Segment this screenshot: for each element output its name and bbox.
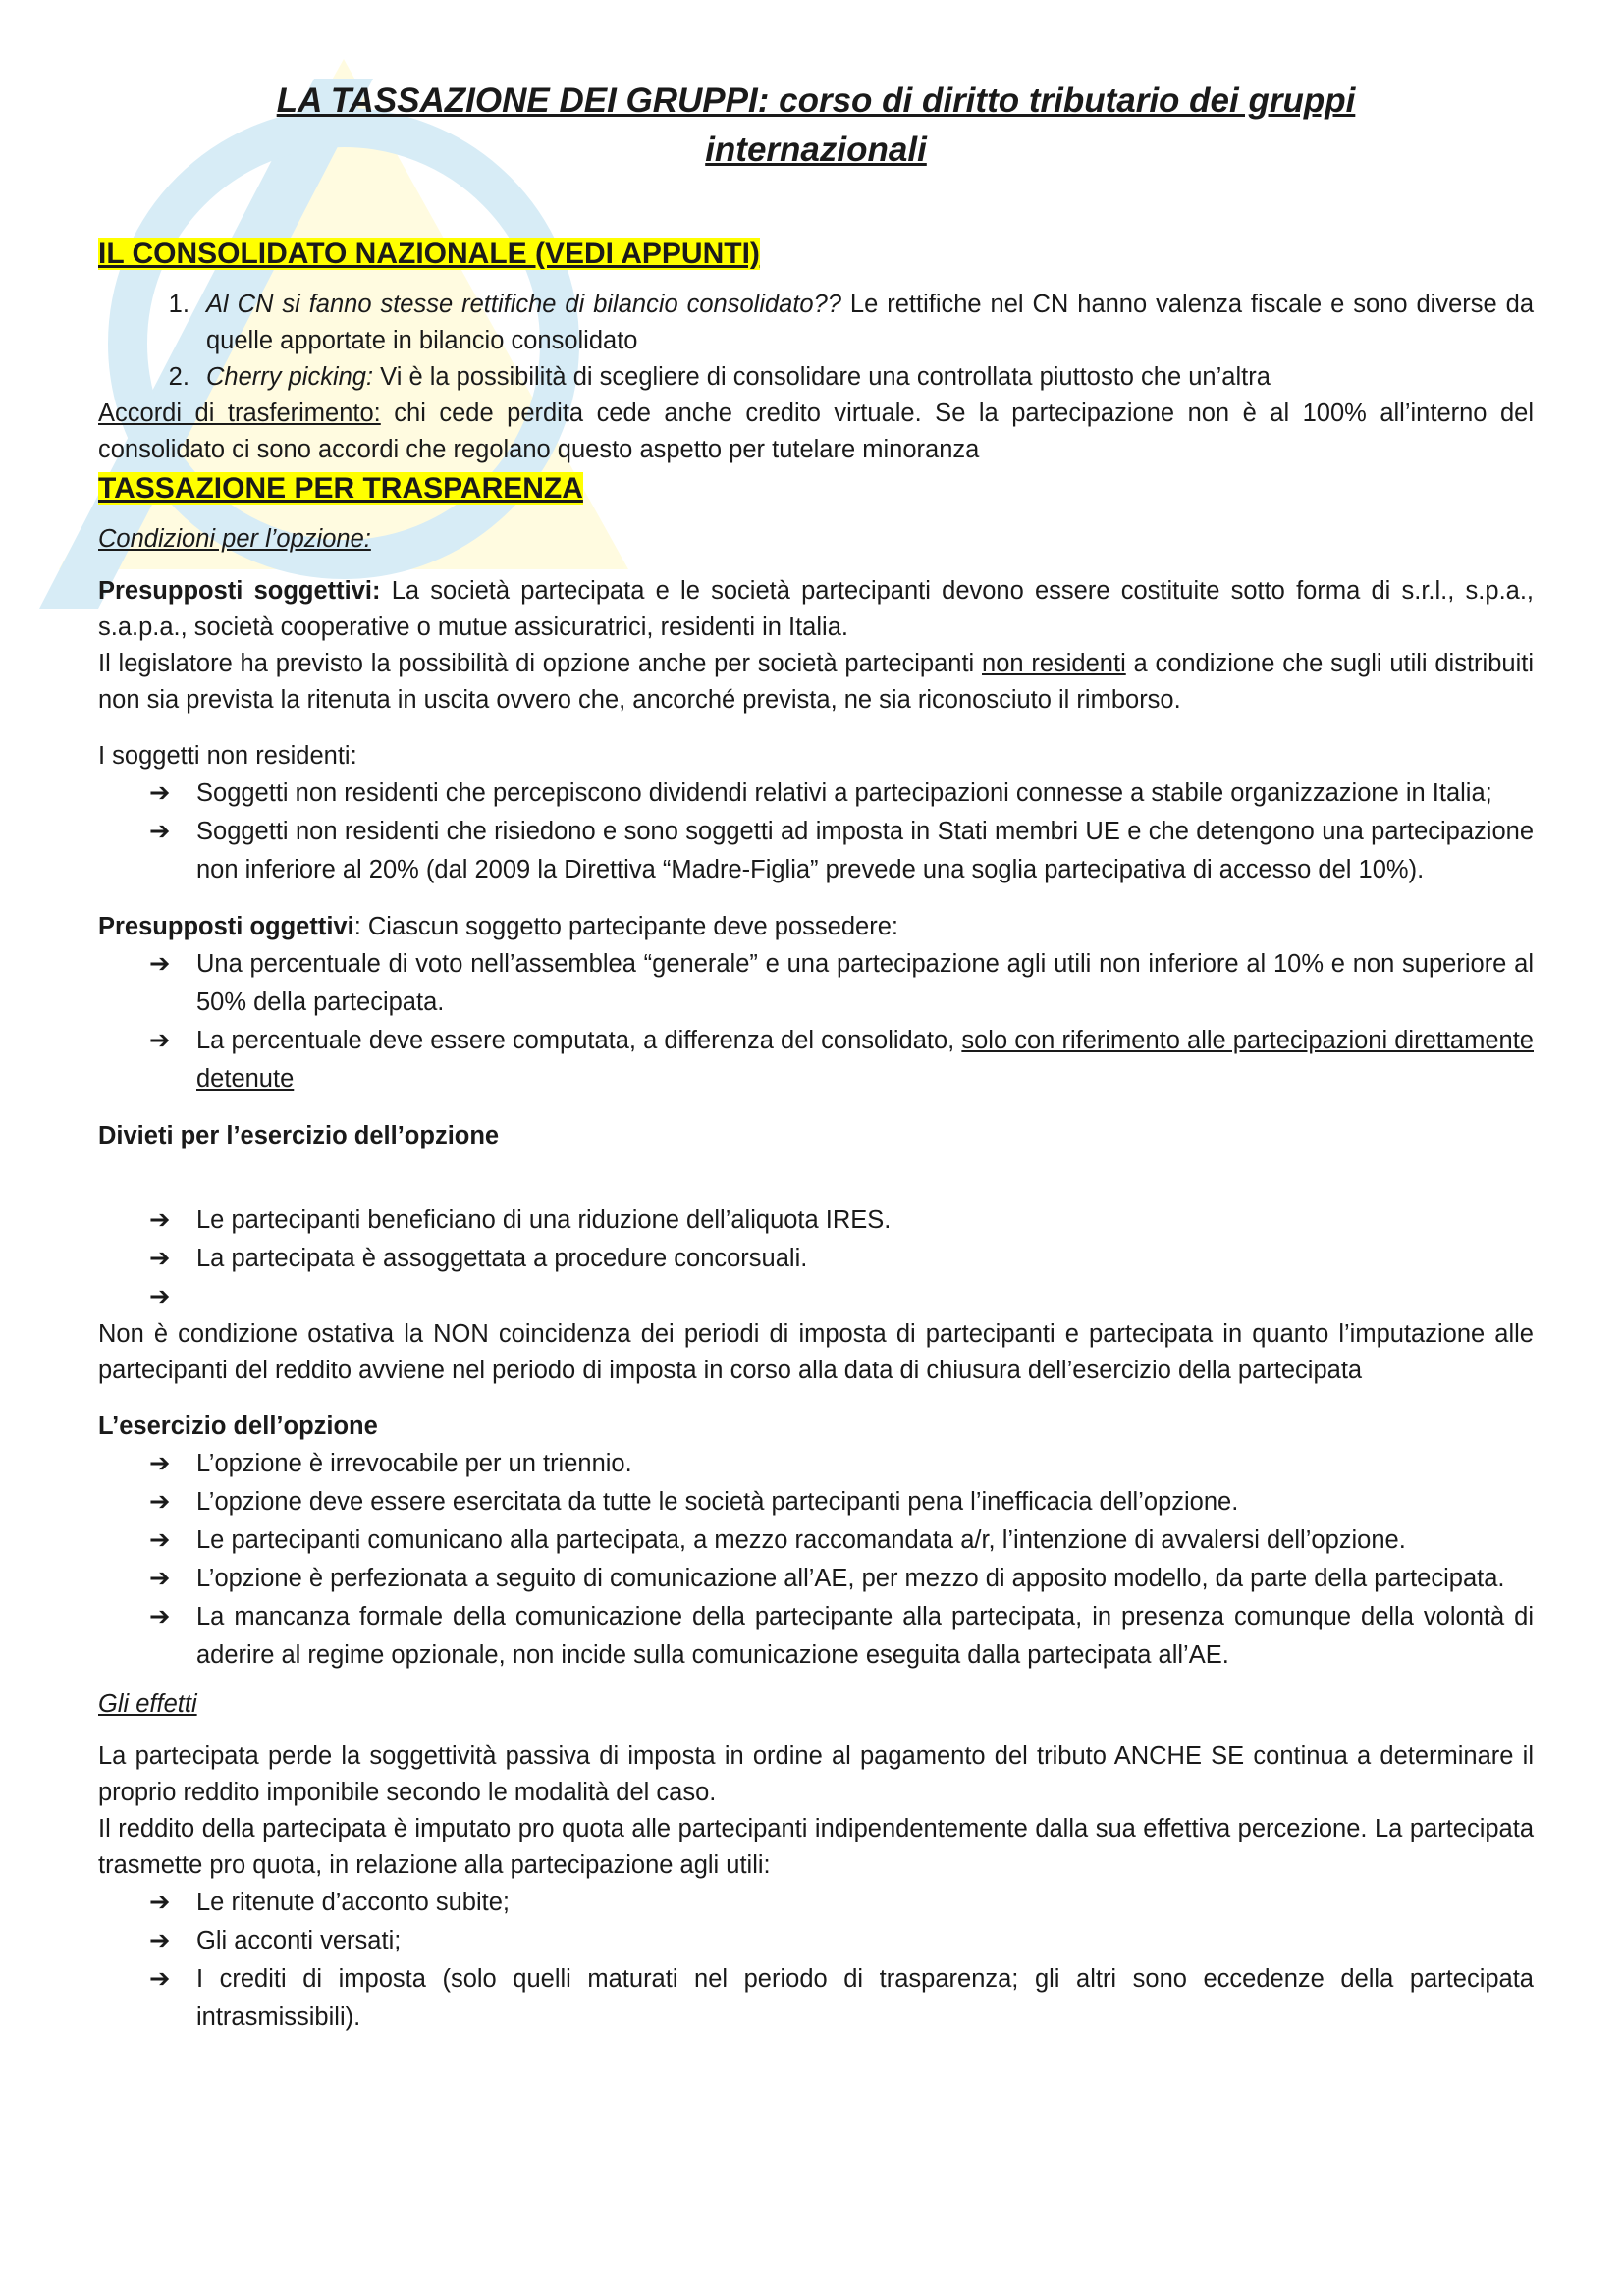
presupposti-soggettivi: Presupposti soggettivi: La società partecipata e le società partecipanti devono essere costituite sotto forma di s.r.l., s.p.a., s.a.p.a., società cooperative o mutue assicuratrici, residenti in Italia. — [98, 577, 1535, 641]
document-page — [98, 77, 1534, 2037]
arrow-icon: ➔ — [149, 1488, 171, 1516]
arrow-icon: ➔ — [149, 1526, 171, 1554]
arrow-icon: ➔ — [149, 1565, 171, 1592]
arrow-icon: ➔ — [149, 1889, 171, 1916]
list-item: ➔ La partecipata è assoggettata a procedure concorsuali. — [98, 1240, 1534, 1278]
list-item: ➔ I crediti di imposta (solo quelli maturati nel periodo di trasparenza; gli altri sono eccedenze della partecipata intrasmissibili). — [98, 1960, 1534, 2037]
list-item: ➔ Una percentuale di voto nell’assemblea “generale” e una partecipazione agli utili non inferiore al 10% e non superiore al 50% della partecipata. — [98, 945, 1534, 1022]
arrow-icon: ➔ — [149, 1965, 171, 1993]
list-item: ➔ L’opzione è irrevocabile per un triennio. — [98, 1445, 1534, 1483]
list-item: ➔ Soggetti non residenti che risiedono e sono soggetti ad imposta in Stati membri UE e che detengono una partecipazione non inferiore al 20% (dal 2009 la Direttiva “Madre-Figlia” prevede una soglia partecipativa di accesso del 10%). — [98, 813, 1534, 889]
list-item: 2. Cherry picking: Vi è la possibilità di scegliere di consolidare una controllata piuttosto che un’altra — [196, 359, 1534, 396]
non-residenti-intro: I soggetti non residenti: — [98, 742, 357, 770]
consolidato-list — [98, 287, 1534, 396]
list-item: ➔ L’opzione è perfezionata a seguito di comunicazione all’AE, per mezzo di apposito modello, da parte della partecipata. — [98, 1560, 1534, 1598]
list-item: ➔ Gli acconti versati; — [98, 1922, 1534, 1960]
divieti-heading: Divieti per l’esercizio dell’opzione — [98, 1122, 500, 1149]
effetti-list — [98, 1884, 1534, 2037]
arrow-icon: ➔ — [149, 818, 171, 845]
arrow-icon: ➔ — [149, 950, 171, 978]
list-item: ➔ Le partecipanti comunicano alla partecipata, a mezzo raccomandata a/r, l’intenzione di avvalersi dell’opzione. — [98, 1522, 1534, 1560]
oggettivi-list — [98, 945, 1534, 1098]
section-heading-consolidato: IL CONSOLIDATO NAZIONALE (VEDI APPUNTI) — [98, 238, 760, 270]
arrow-icon: ➔ — [149, 1927, 171, 1954]
effetti-subheading: Gli effetti — [98, 1690, 197, 1718]
arrow-icon: ➔ — [149, 1206, 171, 1234]
arrow-icon: ➔ — [149, 1245, 171, 1272]
effetti-paragraph-2: Il reddito della partecipata è imputato pro quota alle partecipanti indipendentemente dalla sua effettiva percezione. La partecipata trasmette pro quota, in relazione alla partecipazione agli utili: — [98, 1815, 1534, 1879]
divieti-list — [98, 1201, 1534, 1316]
non-residenti-list — [98, 774, 1534, 889]
list-item — [98, 1278, 1534, 1316]
arrow-icon: ➔ — [149, 1283, 171, 1310]
arrow-icon: ➔ — [149, 1603, 171, 1630]
page-title: LA TASSAZIONE DEI GRUPPI: corso di diritto tributario dei gruppi internazionali — [276, 81, 1356, 169]
non-condizione-paragraph: Non è condizione ostativa la NON coincidenza dei periodi di imposta di partecipanti e partecipata in quanto l’imputazione alle partecipanti del reddito avviene nel periodo di imposta in corso alla data di chiusura dell’esercizio della partecipata — [98, 1320, 1534, 1384]
section-heading-trasparenza: TASSAZIONE PER TRASPARENZA — [98, 472, 583, 505]
accordi-paragraph: Accordi di trasferimento: chi cede perdita cede anche credito virtuale. Se la partecipazione non è al 100% all’interno del consolidato ci sono accordi che regolano questo aspetto per tutelare minoranza — [98, 400, 1535, 463]
list-item: ➔ L’opzione deve essere esercitata da tutte le società partecipanti pena l’inefficacia dell’opzione. — [98, 1483, 1534, 1522]
list-item: ➔ Le partecipanti beneficiano di una riduzione dell’aliquota IRES. — [98, 1201, 1534, 1240]
arrow-icon: ➔ — [149, 1027, 171, 1054]
list-item: 1. Al CN si fanno stesse rettifiche di bilancio consolidato?? Le rettifiche nel CN hanno valenza fiscale e sono diverse da quelle apportate in bilancio consolidato — [196, 287, 1534, 359]
esercizio-heading: L’esercizio dell’opzione — [98, 1413, 378, 1440]
list-item: ➔ La percentuale deve essere computata, a differenza del consolidato, solo con riferimento alle partecipazioni direttamente detenute — [98, 1022, 1534, 1098]
list-item: ➔ Soggetti non residenti che percepiscono dividendi relativi a partecipazioni connesse a stabile organizzazione in Italia; — [98, 774, 1534, 813]
arrow-icon: ➔ — [149, 779, 171, 807]
legislatore-paragraph: Il legislatore ha previsto la possibilità di opzione anche per società partecipanti non residenti a condizione che sugli utili distribuiti non sia prevista la ritenuta in uscita ovvero che, ancorché prevista, ne sia riconosciuto il rimborso. — [98, 650, 1534, 714]
condizioni-subheading: Condizioni per l’opzione: — [98, 525, 371, 553]
esercizio-list — [98, 1445, 1534, 1675]
list-item: ➔ Le ritenute d’acconto subite; — [98, 1884, 1534, 1922]
arrow-icon: ➔ — [149, 1450, 171, 1477]
presupposti-oggettivi: Presupposti oggettivi: Ciascun soggetto partecipante deve possedere: — [98, 913, 898, 940]
list-item: ➔ La mancanza formale della comunicazione della partecipante alla partecipata, in presenza comunque della volontà di aderire al regime opzionale, non incide sulla comunicazione eseguita dalla partecipata all’AE. — [98, 1598, 1534, 1675]
effetti-paragraph-1: La partecipata perde la soggettività passiva di imposta in ordine al pagamento del tributo ANCHE SE continua a determinare il proprio reddito imponibile secondo le modalità del caso. — [98, 1742, 1534, 1806]
